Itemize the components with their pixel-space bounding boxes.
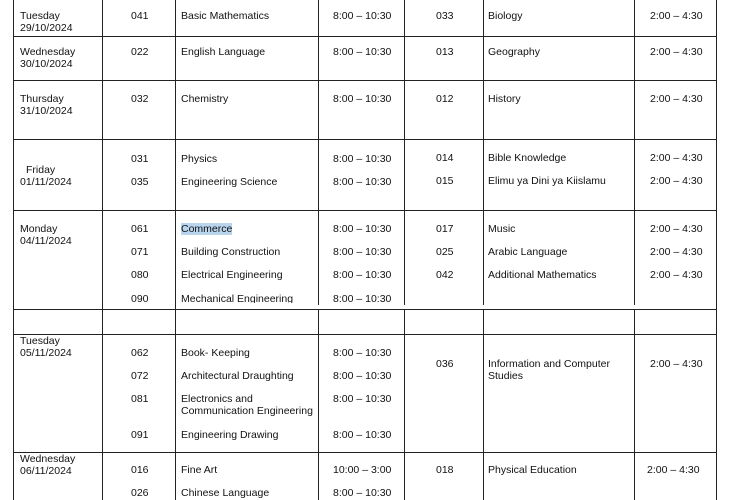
subject-name: Geography — [488, 46, 540, 58]
paper-code: 072 — [131, 370, 149, 382]
column-divider — [404, 310, 405, 500]
exam-time: 8:00 – 10:30 — [333, 429, 392, 441]
subject-name: Biology — [488, 10, 523, 22]
paper-code: 022 — [131, 46, 149, 58]
date-label: 30/10/2024 — [20, 58, 73, 70]
exam-time: 8:00 – 10:30 — [333, 46, 392, 58]
paper-code: 042 — [436, 269, 454, 281]
exam-time: 2:00 – 4:30 — [647, 464, 700, 476]
subject-name: Music — [488, 223, 516, 235]
row-divider — [13, 36, 717, 37]
subject-name: English Language — [181, 46, 266, 58]
column-divider — [318, 310, 319, 500]
paper-code: 041 — [131, 10, 149, 22]
exam-time: 8:00 – 10:30 — [333, 347, 392, 359]
column-divider — [634, 0, 635, 305]
paper-code: 015 — [436, 175, 454, 187]
exam-time: 2:00 – 4:30 — [650, 152, 703, 164]
column-divider — [318, 0, 319, 305]
exam-time: 8:00 – 10:30 — [333, 393, 392, 405]
subject-name: Bible Knowledge — [488, 152, 567, 164]
paper-code: 081 — [131, 393, 149, 405]
date-label: 06/11/2024 — [20, 465, 72, 477]
exam-time: 2:00 – 4:30 — [650, 269, 703, 281]
subject-name: Building Construction — [181, 246, 281, 258]
paper-code: 014 — [436, 152, 454, 164]
paper-code: 032 — [131, 93, 149, 105]
day-label: Tuesday — [20, 10, 60, 22]
exam-time: 8:00 – 10:30 — [333, 10, 392, 22]
day-label: Thursday — [20, 93, 64, 105]
paper-code: 061 — [131, 223, 149, 235]
exam-time: 2:00 – 4:30 — [650, 358, 703, 370]
subject-name-line: Communication Engineering — [181, 405, 313, 417]
subject-name: Arabic Language — [488, 246, 568, 258]
row-divider — [13, 334, 717, 335]
paper-code: 036 — [436, 358, 454, 370]
exam-time: 8:00 – 10:30 — [333, 370, 392, 382]
row-divider — [13, 309, 717, 310]
exam-time: 8:00 – 10:30 — [333, 153, 392, 165]
subject-name: Fine Art — [181, 464, 218, 476]
exam-time: 8:00 – 10:30 — [333, 93, 392, 105]
exam-time: 2:00 – 4:30 — [650, 246, 703, 258]
row-divider — [13, 452, 717, 453]
row-divider — [13, 210, 717, 211]
paper-code: 018 — [436, 464, 454, 476]
subject-name-line: Information and Computer — [488, 358, 610, 370]
paper-code: 071 — [131, 246, 149, 258]
subject-name: Chemistry — [181, 93, 229, 105]
paper-code: 090 — [131, 293, 149, 305]
column-divider — [102, 0, 103, 500]
exam-time: 2:00 – 4:30 — [650, 175, 703, 187]
subject-name: Physics — [181, 153, 218, 165]
column-divider — [404, 0, 405, 305]
date-label: 04/11/2024 — [20, 235, 72, 247]
subject-name: Mechanical Engineering — [181, 293, 294, 303]
subject-name-selected[interactable]: Commerce — [181, 223, 233, 235]
day-label: Tuesday — [20, 335, 60, 347]
day-label: Monday — [20, 223, 58, 235]
paper-code: 035 — [131, 176, 149, 188]
exam-time: 2:00 – 4:30 — [650, 223, 703, 235]
exam-time: 2:00 – 4:30 — [650, 46, 703, 58]
subject-name: Electrical Engineering — [181, 269, 283, 281]
exam-time: 8:00 – 10:30 — [333, 293, 392, 305]
subject-name: Basic Mathematics — [181, 10, 270, 22]
column-divider — [13, 0, 14, 500]
subject-name: Book- Keeping — [181, 347, 250, 359]
paper-code: 080 — [131, 269, 149, 281]
paper-code: 013 — [436, 46, 454, 58]
column-divider — [175, 0, 176, 500]
paper-code: 026 — [131, 487, 149, 499]
exam-time: 10:00 – 3:00 — [333, 464, 392, 476]
column-divider — [634, 310, 635, 500]
subject-name: History — [488, 93, 521, 105]
subject-name: Engineering Science — [181, 176, 278, 188]
date-label: 29/10/2024 — [20, 22, 73, 34]
subject-name: Chinese Language — [181, 487, 270, 499]
exam-time: 8:00 – 10:30 — [333, 269, 392, 281]
day-label: Wednesday — [20, 453, 76, 465]
exam-time: 8:00 – 10:30 — [333, 223, 392, 235]
column-divider — [716, 0, 717, 500]
subject-name: Elimu ya Dini ya Kiislamu — [488, 175, 606, 187]
subject-name: Architectural Draughting — [181, 370, 294, 382]
subject-name-line: Electronics and — [181, 393, 253, 405]
subject-name: Engineering Drawing — [181, 429, 279, 441]
subject-name: Physical Education — [488, 464, 577, 476]
exam-time: 8:00 – 10:30 — [333, 246, 392, 258]
exam-time: 2:00 – 4:30 — [650, 10, 703, 22]
day-label: Wednesday — [20, 46, 76, 58]
paper-code: 012 — [436, 93, 454, 105]
paper-code: 031 — [131, 153, 149, 165]
column-divider — [483, 310, 484, 500]
column-divider — [483, 0, 484, 305]
subject-name: Additional Mathematics — [488, 269, 597, 281]
paper-code: 091 — [131, 429, 149, 441]
paper-code: 025 — [436, 246, 454, 258]
subject-name-line: Studies — [488, 370, 524, 382]
exam-time: 2:00 – 4:30 — [650, 93, 703, 105]
date-label: 31/10/2024 — [20, 105, 73, 117]
row-divider — [13, 139, 717, 140]
date-label: 05/11/2024 — [20, 347, 72, 359]
paper-code: 062 — [131, 347, 149, 359]
exam-time: 8:00 – 10:30 — [333, 176, 392, 188]
day-label: Friday — [26, 164, 56, 176]
paper-code: 017 — [436, 223, 454, 235]
row-divider — [13, 80, 717, 81]
paper-code: 016 — [131, 464, 149, 476]
paper-code: 033 — [436, 10, 454, 22]
exam-time: 8:00 – 10:30 — [333, 487, 392, 499]
date-label: 01/11/2024 — [20, 176, 72, 188]
